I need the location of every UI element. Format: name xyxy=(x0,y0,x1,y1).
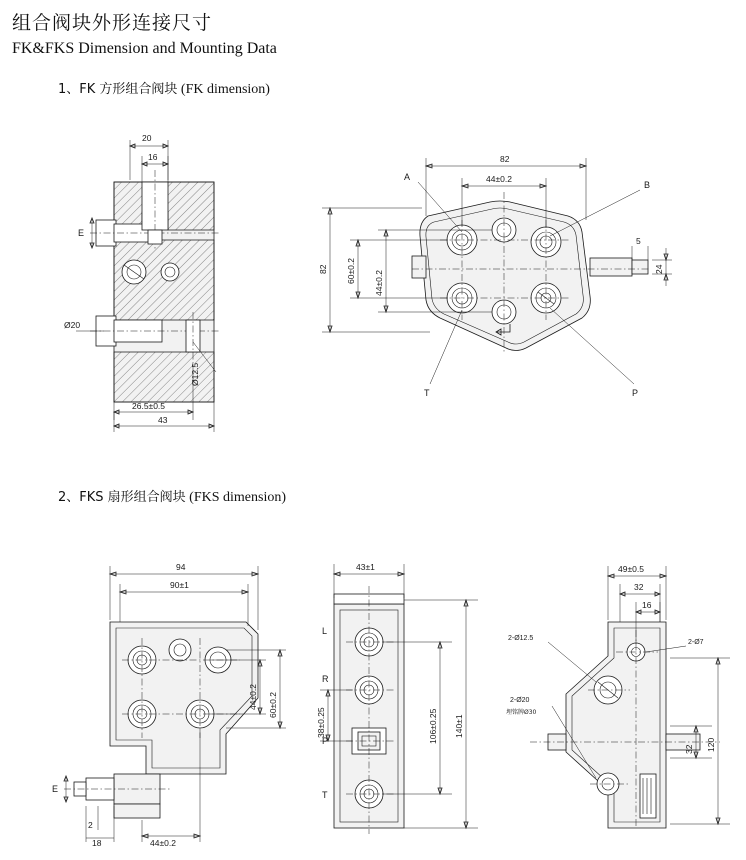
svg-text:T: T xyxy=(322,790,328,800)
svg-text:43: 43 xyxy=(158,415,168,425)
fk-side-section-view xyxy=(64,120,310,425)
section-2-heading xyxy=(58,486,286,506)
svg-text:94: 94 xyxy=(176,562,186,572)
page-title-cn: 组合阀块外形连接尺寸 xyxy=(12,12,213,34)
fk-front-view xyxy=(300,120,700,420)
svg-text:埋铭牌Ø30: 埋铭牌Ø30 xyxy=(506,709,537,716)
svg-text:140±1: 140±1 xyxy=(454,714,464,738)
svg-text:82: 82 xyxy=(500,154,510,164)
svg-text:B: B xyxy=(644,180,651,190)
svg-text:44±0.2: 44±0.2 xyxy=(248,684,258,710)
section-2-index: 2、 xyxy=(58,490,80,505)
section-2-name-cn: FKS 扇形组合阀块 xyxy=(79,490,186,505)
svg-text:90±1: 90±1 xyxy=(170,580,189,590)
svg-text:2-Ø7: 2-Ø7 xyxy=(688,639,704,646)
svg-text:20: 20 xyxy=(142,133,152,143)
section-2-name-en: (FKS dimension) xyxy=(189,490,287,505)
svg-text:L: L xyxy=(322,626,328,636)
section-1-index: 1、 xyxy=(58,82,80,97)
svg-text:2: 2 xyxy=(88,820,93,830)
svg-text:16: 16 xyxy=(148,152,158,162)
svg-text:32: 32 xyxy=(634,582,644,592)
svg-text:26.5±0.5: 26.5±0.5 xyxy=(132,401,166,411)
svg-text:44±0.2: 44±0.2 xyxy=(150,838,176,848)
svg-text:24: 24 xyxy=(654,264,664,274)
svg-text:49±0.5: 49±0.5 xyxy=(618,564,644,574)
section-1-name-cn: FK 方形组合阀块 xyxy=(79,82,178,97)
svg-text:5: 5 xyxy=(636,236,641,246)
svg-text:P: P xyxy=(632,388,639,398)
svg-text:44±0.2: 44±0.2 xyxy=(486,174,512,184)
svg-text:82: 82 xyxy=(318,264,328,274)
svg-text:R: R xyxy=(322,674,329,684)
fks-right-view xyxy=(490,538,740,848)
svg-text:E: E xyxy=(78,228,85,238)
svg-text:18: 18 xyxy=(92,838,102,848)
svg-text:Ø12.5: Ø12.5 xyxy=(190,362,200,386)
svg-text:106±0.25: 106±0.25 xyxy=(428,708,438,744)
svg-text:Ø20: Ø20 xyxy=(64,320,81,330)
svg-text:32: 32 xyxy=(684,744,694,754)
svg-text:16: 16 xyxy=(642,600,652,610)
svg-text:P: P xyxy=(322,736,329,746)
svg-text:2-Ø12.5: 2-Ø12.5 xyxy=(508,635,534,642)
page-title-en: FK&FKS Dimension and Mounting Data xyxy=(12,40,277,57)
svg-text:38±0.25: 38±0.25 xyxy=(316,707,326,738)
svg-text:A: A xyxy=(404,172,411,182)
svg-text:E: E xyxy=(52,784,59,794)
svg-text:44±0.2: 44±0.2 xyxy=(374,270,384,296)
svg-text:T: T xyxy=(424,388,430,398)
svg-text:2-Ø20: 2-Ø20 xyxy=(510,697,530,704)
svg-text:60±0.2: 60±0.2 xyxy=(346,258,356,284)
fks-left-view xyxy=(50,538,300,848)
section-1-heading xyxy=(58,78,270,98)
section-1-name-en: (FK dimension) xyxy=(180,82,270,97)
svg-text:60±0.2: 60±0.2 xyxy=(268,692,278,718)
svg-text:43±1: 43±1 xyxy=(356,562,375,572)
svg-text:120: 120 xyxy=(706,737,716,752)
fks-middle-view xyxy=(300,538,500,848)
